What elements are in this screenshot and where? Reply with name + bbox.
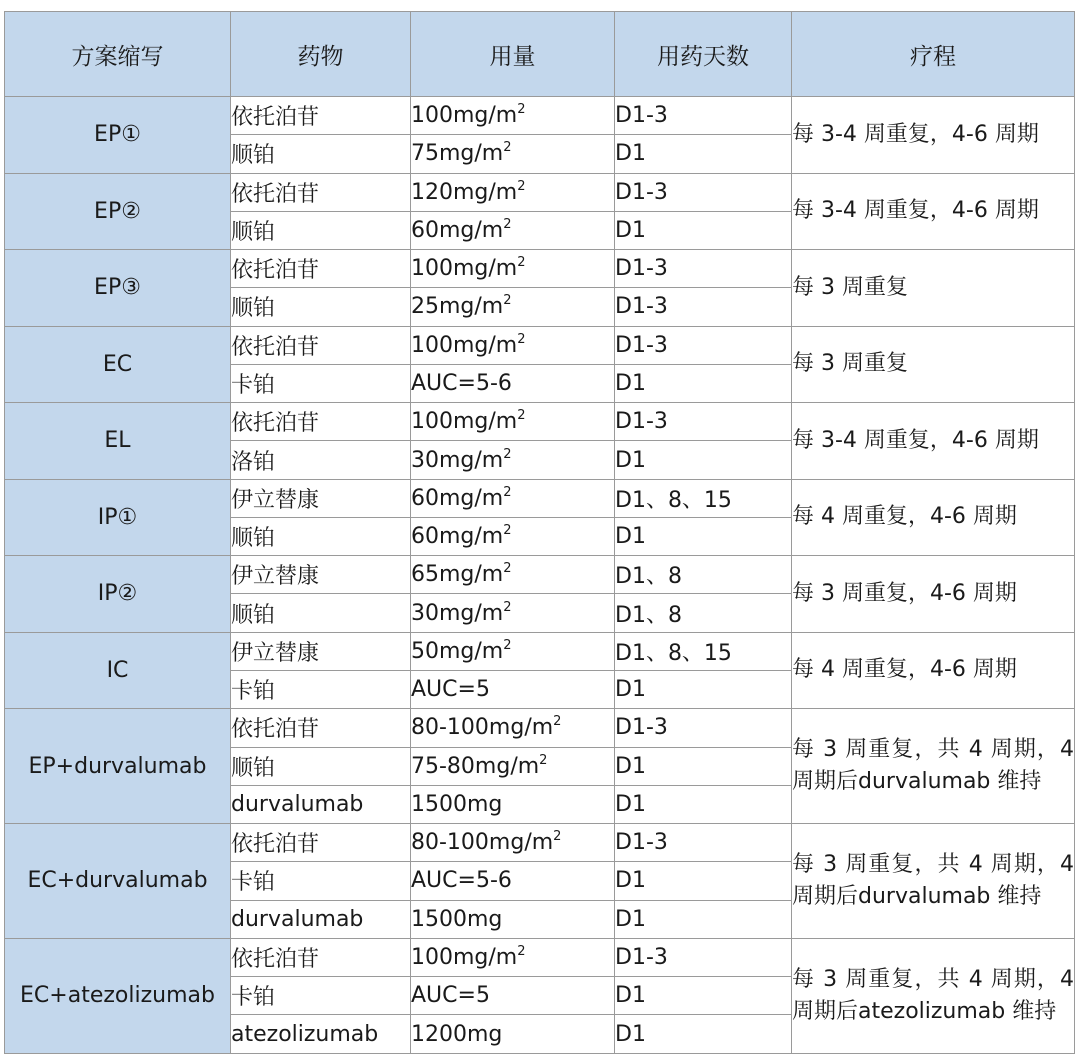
regimen-abbr: EP② [5, 173, 231, 250]
regimen-abbr: EC [5, 326, 231, 403]
drug-cell: 依托泊苷 [231, 824, 411, 862]
days-cell: D1 [615, 135, 792, 173]
table-row [5, 632, 1075, 670]
dose-exponent: 2 [517, 255, 526, 271]
table-row [5, 250, 1075, 288]
days-cell: D1-3 [615, 938, 792, 976]
dose-value: 100mg/m [411, 944, 518, 970]
drug-cell: 依托泊苷 [231, 97, 411, 135]
drug-cell: 卡铂 [231, 862, 411, 900]
dose-exponent: 2 [517, 943, 526, 959]
table-header [5, 12, 1075, 97]
regimen-abbr: IP② [5, 556, 231, 633]
course-cell: 每 4 周重复，4-6 周期 [792, 479, 1075, 556]
dose-cell [411, 785, 615, 823]
dose-value: AUC=5 [411, 983, 490, 1009]
course-cell: 每 3 周重复 [792, 250, 1075, 327]
dose-cell [411, 862, 615, 900]
dose-value: 100mg/m [411, 332, 518, 358]
dose-cell [411, 135, 615, 173]
days-cell: D1、8、15 [615, 479, 792, 517]
table-row [5, 938, 1075, 976]
drug-cell: 依托泊苷 [231, 938, 411, 976]
table-row [5, 479, 1075, 517]
days-cell: D1-3 [615, 288, 792, 326]
course-cell: 每 3-4 周重复，4-6 周期 [792, 403, 1075, 480]
dose-exponent: 2 [503, 599, 512, 615]
days-cell: D1 [615, 862, 792, 900]
header-plan: 方案缩写 [5, 12, 231, 97]
dose-exponent: 2 [503, 216, 512, 232]
drug-cell: durvalumab [231, 900, 411, 938]
drug-cell: 洛铂 [231, 441, 411, 479]
course-cell: 每 3 周重复，共 4 周期，4 周期后durvalumab 维持 [792, 709, 1075, 824]
days-cell: D1 [615, 441, 792, 479]
header-drug: 药物 [231, 12, 411, 97]
regimen-abbr: EP① [5, 97, 231, 174]
drug-cell: 卡铂 [231, 364, 411, 402]
dose-cell [411, 670, 615, 708]
dose-value: 60mg/m [411, 524, 504, 550]
dose-value: 25mg/m [411, 294, 504, 320]
dose-value: AUC=5-6 [411, 370, 512, 396]
dose-value: 75mg/m [411, 141, 504, 167]
table-row [5, 326, 1075, 364]
drug-cell: 伊立替康 [231, 556, 411, 594]
days-cell: D1、8 [615, 594, 792, 632]
dose-value: 100mg/m [411, 103, 518, 129]
dose-cell [411, 977, 615, 1015]
dose-value: 80-100mg/m [411, 715, 554, 741]
dose-exponent: 2 [539, 752, 548, 768]
days-cell: D1 [615, 211, 792, 249]
dose-cell [411, 709, 615, 747]
regimen-abbr: EC+durvalumab [5, 824, 231, 939]
dose-exponent: 2 [517, 408, 526, 424]
dose-value: 100mg/m [411, 256, 518, 282]
dose-exponent: 2 [503, 446, 512, 462]
dose-cell [411, 441, 615, 479]
days-cell: D1 [615, 900, 792, 938]
dose-cell [411, 556, 615, 594]
drug-cell: durvalumab [231, 785, 411, 823]
dose-exponent: 2 [553, 829, 562, 845]
days-cell: D1、8、15 [615, 632, 792, 670]
regimen-abbr: EP+durvalumab [5, 709, 231, 824]
dose-cell [411, 250, 615, 288]
dose-value: AUC=5-6 [411, 868, 512, 894]
dose-cell [411, 173, 615, 211]
course-cell: 每 3 周重复，共 4 周期，4 周期后durvalumab 维持 [792, 824, 1075, 939]
dose-cell [411, 288, 615, 326]
course-cell: 每 3-4 周重复，4-6 周期 [792, 173, 1075, 250]
dose-cell [411, 326, 615, 364]
dose-cell [411, 938, 615, 976]
dose-value: 30mg/m [411, 600, 504, 626]
dose-exponent: 2 [503, 523, 512, 539]
dose-exponent: 2 [503, 637, 512, 653]
course-cell: 每 3 周重复，共 4 周期，4 周期后atezolizumab 维持 [792, 938, 1075, 1053]
dose-exponent: 2 [553, 714, 562, 730]
days-cell: D1-3 [615, 97, 792, 135]
days-cell: D1-3 [615, 403, 792, 441]
days-cell: D1-3 [615, 173, 792, 211]
days-cell: D1 [615, 747, 792, 785]
drug-cell: 顺铂 [231, 594, 411, 632]
table-row [5, 709, 1075, 747]
regimen-abbr: EL [5, 403, 231, 480]
days-cell: D1 [615, 1015, 792, 1054]
days-cell: D1 [615, 977, 792, 1015]
dose-value: 100mg/m [411, 409, 518, 435]
dose-cell [411, 97, 615, 135]
regimen-abbr: EP③ [5, 250, 231, 327]
header-course: 疗程 [792, 12, 1075, 97]
dose-cell [411, 479, 615, 517]
drug-cell: 卡铂 [231, 670, 411, 708]
dose-value: 30mg/m [411, 447, 504, 473]
days-cell: D1-3 [615, 824, 792, 862]
drug-cell: 伊立替康 [231, 479, 411, 517]
dose-cell [411, 824, 615, 862]
dose-value: 75-80mg/m [411, 753, 540, 779]
dose-exponent: 2 [503, 561, 512, 577]
drug-cell: 顺铂 [231, 517, 411, 555]
drug-cell: 顺铂 [231, 135, 411, 173]
drug-cell: 顺铂 [231, 747, 411, 785]
days-cell: D1-3 [615, 250, 792, 288]
dose-cell [411, 900, 615, 938]
drug-cell: 依托泊苷 [231, 173, 411, 211]
dose-value: 80-100mg/m [411, 830, 554, 856]
header-days: 用药天数 [615, 12, 792, 97]
regimen-abbr: IP① [5, 479, 231, 556]
drug-cell: 顺铂 [231, 288, 411, 326]
drug-cell: 依托泊苷 [231, 403, 411, 441]
dose-cell [411, 364, 615, 402]
dose-cell [411, 594, 615, 632]
dose-value: 1500mg [411, 791, 503, 817]
dose-exponent: 2 [503, 293, 512, 309]
days-cell: D1 [615, 670, 792, 708]
dose-cell [411, 211, 615, 249]
days-cell: D1 [615, 517, 792, 555]
table-row [5, 403, 1075, 441]
course-cell: 每 3 周重复 [792, 326, 1075, 403]
table-row [5, 173, 1075, 211]
drug-cell: 伊立替康 [231, 632, 411, 670]
course-cell: 每 3-4 周重复，4-6 周期 [792, 97, 1075, 174]
drug-cell: 依托泊苷 [231, 326, 411, 364]
table-row [5, 824, 1075, 862]
dose-value: 60mg/m [411, 485, 504, 511]
regimen-table [4, 11, 1075, 1054]
header-dose: 用量 [411, 12, 615, 97]
table-row [5, 97, 1075, 135]
dose-cell [411, 403, 615, 441]
dose-value: 120mg/m [411, 179, 518, 205]
dose-exponent: 2 [517, 331, 526, 347]
course-cell: 每 4 周重复，4-6 周期 [792, 632, 1075, 709]
dose-exponent: 2 [503, 484, 512, 500]
drug-cell: 依托泊苷 [231, 250, 411, 288]
table-body [5, 97, 1075, 1054]
dose-exponent: 2 [517, 102, 526, 118]
dose-value: AUC=5 [411, 677, 490, 703]
dose-value: 60mg/m [411, 217, 504, 243]
dose-value: 65mg/m [411, 562, 504, 588]
dose-cell [411, 747, 615, 785]
days-cell: D1、8 [615, 556, 792, 594]
course-cell: 每 3 周重复，4-6 周期 [792, 556, 1075, 633]
regimen-abbr: IC [5, 632, 231, 709]
dose-exponent: 2 [503, 140, 512, 156]
dose-cell [411, 1015, 615, 1054]
drug-cell: atezolizumab [231, 1015, 411, 1054]
dose-cell [411, 517, 615, 555]
drug-cell: 卡铂 [231, 977, 411, 1015]
days-cell: D1 [615, 364, 792, 402]
drug-cell: 依托泊苷 [231, 709, 411, 747]
table-row [5, 556, 1075, 594]
dose-exponent: 2 [517, 178, 526, 194]
days-cell: D1-3 [615, 326, 792, 364]
dose-value: 50mg/m [411, 638, 504, 664]
days-cell: D1 [615, 785, 792, 823]
drug-cell: 顺铂 [231, 211, 411, 249]
days-cell: D1-3 [615, 709, 792, 747]
dose-value: 1200mg [411, 1021, 503, 1047]
dose-value: 1500mg [411, 906, 503, 932]
regimen-abbr: EC+atezolizumab [5, 938, 231, 1053]
dose-cell [411, 632, 615, 670]
